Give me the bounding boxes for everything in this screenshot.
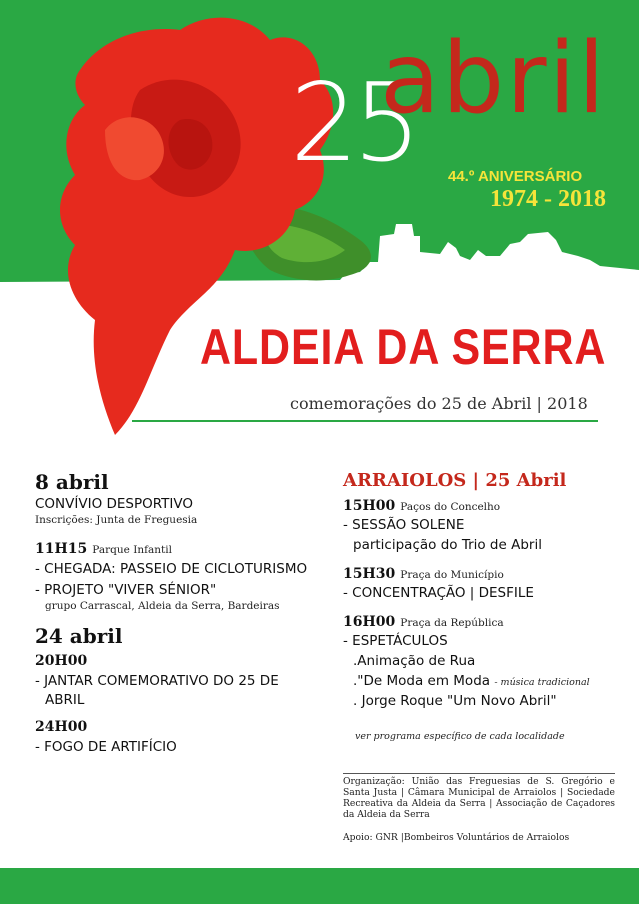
event-item: - CHEGADA: PASSEIO DE CICLOTURISMO: [35, 561, 308, 577]
divider-line: [132, 420, 598, 422]
place-label: Parque Infantil: [92, 544, 172, 556]
green-footer-band: [0, 868, 639, 904]
main-title: ALDEIA DA SERRA: [200, 319, 607, 375]
event-item-detail: [353, 673, 623, 689]
event-item-detail: participação do Trio de Abril: [353, 537, 542, 553]
time-label: 15H30: [343, 566, 396, 582]
arraiolos-heading: ARRAIOLOS | 25 Abril: [343, 470, 567, 491]
time-row: [343, 611, 623, 630]
time-label: 11H15: [35, 541, 88, 557]
right-program-column: [343, 470, 623, 742]
event-item-detail: . Jorge Roque "Um Novo Abril": [353, 693, 557, 709]
title-number-25: 25: [290, 61, 416, 186]
event-item-detail: .Animação de Rua: [353, 653, 476, 669]
event-item-note: - música tradicional: [494, 677, 590, 688]
anniversary-label: 44.º ANIVERSÁRIO: [448, 168, 583, 185]
place-label: Praça do Município: [400, 569, 504, 581]
event-item: - SESSÃO SOLENE: [343, 517, 465, 533]
support-credits: Apoio: GNR |Bombeiros Voluntários de Arraiolos: [343, 832, 570, 843]
left-program-column: [35, 470, 335, 755]
time-label: 24H00: [35, 719, 88, 735]
day-heading: 24 abril: [35, 624, 123, 648]
day-heading: 8 abril: [35, 470, 109, 494]
event-item-text: ."De Moda em Moda: [353, 673, 491, 689]
place-label: Paços do Concelho: [400, 501, 501, 513]
title-month-abril: abril: [380, 22, 608, 136]
time-row: [343, 563, 623, 582]
event-note: grupo Carrascal, Aldeia da Serra, Bardeiras: [45, 600, 280, 612]
organization-credits: [343, 773, 615, 820]
event-item: - FOGO DE ARTIFÍCIO: [35, 739, 177, 755]
event-item-continuation: ABRIL: [45, 692, 85, 708]
time-label: 15H00: [343, 498, 396, 514]
event-item: - PROJETO "VIVER SÉNIOR": [35, 582, 217, 598]
credits-divider: [343, 773, 615, 774]
time-label: 16H00: [343, 614, 396, 630]
program-note: ver programa específico de cada localidade: [355, 731, 565, 742]
time-label: 20H00: [35, 653, 88, 669]
time-row: [35, 538, 335, 557]
subtitle: comemorações do 25 de Abril | 2018: [290, 394, 588, 413]
event-item: - CONCENTRAÇÃO | DESFILE: [343, 585, 534, 601]
event-item: CONVÍVIO DESPORTIVO: [35, 496, 194, 512]
time-row: [343, 495, 623, 514]
event-item: - JANTAR COMEMORATIVO DO 25 DE: [35, 673, 279, 689]
event-item: - ESPETÁCULOS: [343, 633, 448, 649]
organizacao-text: Organização: União das Freguesias de S. Gregório e Santa Justa | Câmara Municipal de Arraiolos | Sociedade Recreativa da Aldeia da Serra | Associação de Caçadores da Aldeia da Serra: [343, 776, 615, 820]
time-row: [35, 716, 335, 735]
event-note: Inscrições: Junta de Freguesia: [35, 514, 198, 526]
years-range: 1974 - 2018: [490, 186, 606, 212]
time-row: [35, 650, 335, 669]
place-label: Praça da República: [400, 617, 504, 629]
